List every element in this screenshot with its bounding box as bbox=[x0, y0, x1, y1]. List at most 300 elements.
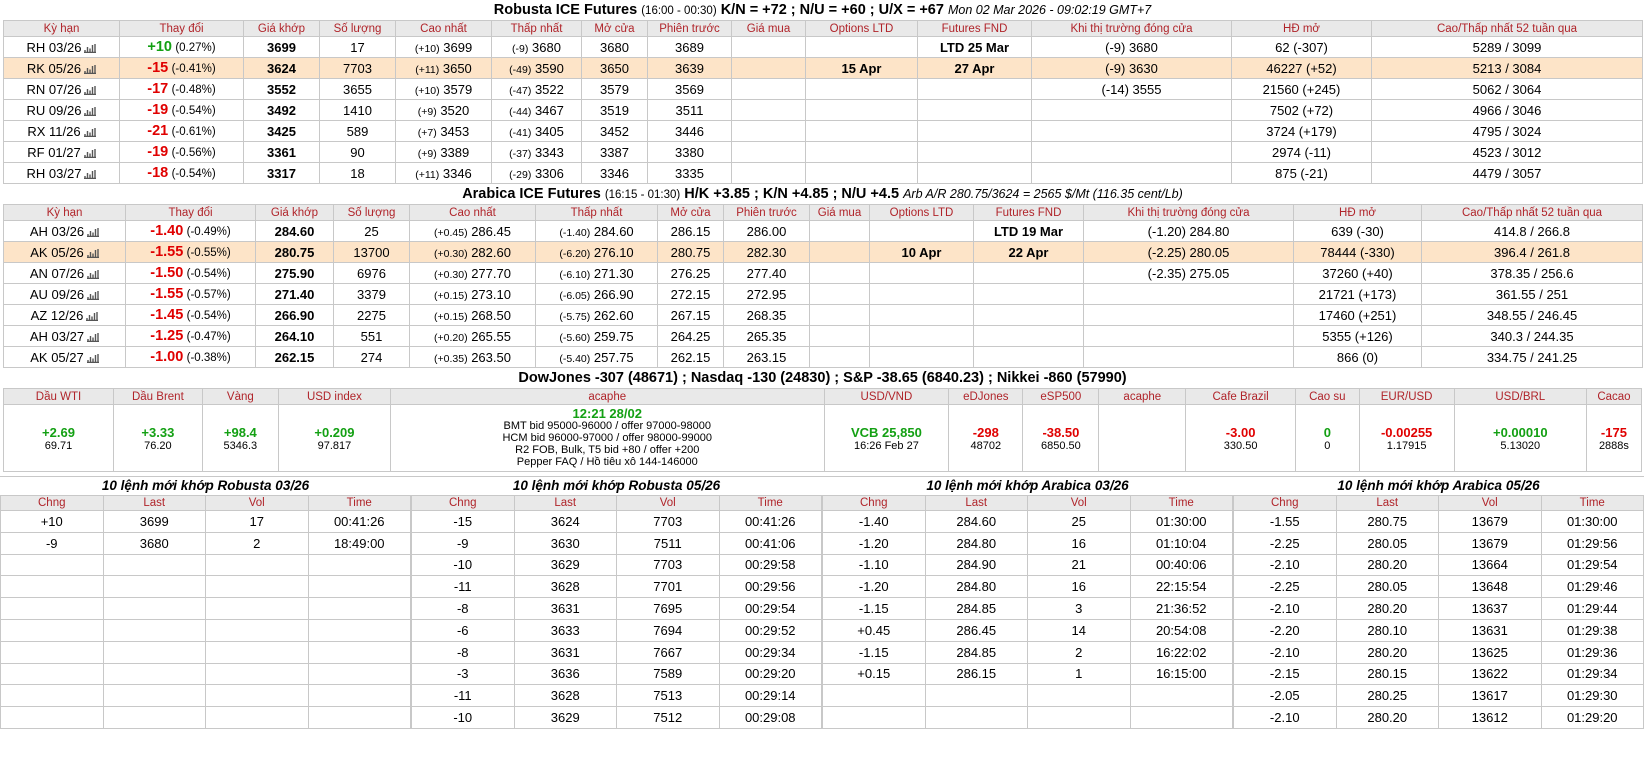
column-header: Phiên trước bbox=[724, 205, 810, 221]
high-price: 263.50 bbox=[471, 349, 511, 365]
trade-time bbox=[308, 554, 411, 576]
contract-symbol-cell[interactable] bbox=[4, 58, 120, 79]
low-price: 3405 bbox=[534, 123, 564, 139]
contract-row[interactable] bbox=[4, 79, 1643, 100]
wti-change: +2.69 bbox=[42, 424, 75, 440]
contract-symbol[interactable]: RH 03/27 bbox=[26, 165, 82, 181]
bid-price bbox=[732, 100, 806, 121]
low-cell bbox=[492, 163, 582, 184]
contract-symbol[interactable]: RH 03/26 bbox=[26, 39, 82, 55]
trade-last: 3633 bbox=[514, 619, 617, 641]
contract-symbol-cell[interactable] bbox=[4, 221, 126, 242]
recent-trades-panel bbox=[822, 476, 1233, 729]
trade-last bbox=[103, 707, 206, 729]
low-cell bbox=[536, 221, 658, 242]
change-value: -1.00 bbox=[150, 349, 184, 365]
contract-symbol[interactable]: AH 03/26 bbox=[29, 223, 85, 239]
open-price: 3346 bbox=[582, 163, 648, 184]
options-ltd bbox=[870, 326, 974, 347]
chart-icon[interactable] bbox=[84, 85, 96, 95]
contract-row[interactable] bbox=[4, 242, 1643, 263]
recent-trades-table bbox=[411, 495, 822, 729]
change-cell bbox=[120, 142, 244, 163]
trade-row bbox=[412, 663, 822, 685]
open-price: 3650 bbox=[582, 58, 648, 79]
week52-high-low: 361.55 / 251 bbox=[1422, 284, 1643, 305]
contract-row[interactable] bbox=[4, 142, 1643, 163]
gold-change: +98.4 bbox=[223, 424, 257, 440]
column-header: Options LTD bbox=[806, 21, 918, 37]
options-ltd: 10 Apr bbox=[870, 242, 974, 263]
contract-symbol[interactable]: AK 05/26 bbox=[30, 244, 84, 260]
trade-change: -2.10 bbox=[1234, 554, 1337, 576]
options-ltd: 15 Apr bbox=[806, 58, 918, 79]
recent-trades-table bbox=[0, 495, 411, 729]
open-interest: 5355 (+126) bbox=[1294, 326, 1422, 347]
options-ltd bbox=[806, 163, 918, 184]
bid-price bbox=[732, 163, 806, 184]
contract-symbol-cell[interactable] bbox=[4, 326, 126, 347]
low-cell bbox=[492, 142, 582, 163]
market-header: acaphe bbox=[1099, 389, 1186, 405]
trade-volume bbox=[206, 641, 309, 663]
trade-change: +10 bbox=[1, 511, 104, 533]
contract-symbol-cell[interactable] bbox=[4, 284, 126, 305]
trade-change bbox=[823, 685, 926, 707]
high-delta: (+0.35) bbox=[434, 352, 468, 365]
change-percent: (-0.57%) bbox=[186, 289, 231, 301]
futures-fnd: LTD 25 Mar bbox=[918, 37, 1032, 58]
trade-change bbox=[1, 576, 104, 598]
contract-symbol-cell[interactable] bbox=[4, 163, 120, 184]
cocoa-change: -175 bbox=[1600, 424, 1627, 440]
trade-time bbox=[308, 641, 411, 663]
futures-fnd bbox=[918, 121, 1032, 142]
brent-cell bbox=[113, 405, 202, 472]
contract-symbol[interactable]: RX 11/26 bbox=[27, 123, 81, 139]
bid-price bbox=[732, 121, 806, 142]
contract-symbol[interactable]: AZ 12/26 bbox=[30, 307, 84, 323]
change-cell bbox=[120, 163, 244, 184]
trade-change: -2.15 bbox=[1234, 663, 1337, 685]
trade-row bbox=[1, 576, 411, 598]
open-interest: 7502 (+72) bbox=[1232, 100, 1372, 121]
contract-row[interactable] bbox=[4, 58, 1643, 79]
robusta-timestamp: Mon 02 Mar 2026 - 09:02:19 GMT+7 bbox=[947, 3, 1152, 17]
chart-icon[interactable] bbox=[86, 311, 98, 321]
contract-row[interactable] bbox=[4, 37, 1643, 58]
trade-change: -2.25 bbox=[1234, 576, 1337, 598]
arabica-title-bar bbox=[0, 184, 1645, 204]
trade-last: 3631 bbox=[514, 641, 617, 663]
trade-row bbox=[1234, 576, 1644, 598]
chart-icon[interactable] bbox=[87, 332, 99, 342]
eur-usd-value: 1.17915 bbox=[1386, 439, 1427, 452]
high-price: 277.70 bbox=[471, 265, 511, 281]
trade-row bbox=[823, 554, 1233, 576]
contract-symbol[interactable]: AU 09/26 bbox=[29, 286, 85, 302]
last-price: 3552 bbox=[244, 79, 320, 100]
trade-last: 286.15 bbox=[925, 663, 1028, 685]
week52-high-low: 4523 / 3012 bbox=[1372, 142, 1643, 163]
high-delta: (+10) bbox=[414, 84, 440, 97]
previous-close: 3511 bbox=[648, 100, 732, 121]
trade-volume: 7695 bbox=[617, 598, 720, 620]
low-price: 3590 bbox=[534, 60, 564, 76]
arabica-header-row bbox=[4, 205, 1643, 221]
change-percent: (-0.49%) bbox=[186, 226, 231, 238]
week52-high-low: 5062 / 3064 bbox=[1372, 79, 1643, 100]
trade-last: 280.05 bbox=[1336, 576, 1439, 598]
trade-time: 00:41:06 bbox=[719, 532, 822, 554]
trade-time: 00:29:34 bbox=[719, 641, 822, 663]
open-price: 272.15 bbox=[658, 284, 724, 305]
trade-time bbox=[1130, 707, 1233, 729]
trade-volume: 7703 bbox=[617, 511, 720, 533]
open-price: 276.25 bbox=[658, 263, 724, 284]
low-price: 3522 bbox=[534, 81, 564, 97]
change-percent: (-0.54%) bbox=[171, 105, 216, 117]
trade-last bbox=[925, 707, 1028, 729]
contract-symbol-cell[interactable] bbox=[4, 305, 126, 326]
trade-volume: 7694 bbox=[617, 619, 720, 641]
trade-change: -11 bbox=[412, 685, 515, 707]
usd-brl-value: 5.13020 bbox=[1500, 439, 1541, 452]
previous-close: 3569 bbox=[648, 79, 732, 100]
recent-trades-header-row bbox=[1234, 496, 1644, 511]
gold-cell bbox=[202, 405, 278, 472]
cocoa-cell bbox=[1586, 405, 1641, 472]
gold-value: 5346.3 bbox=[223, 439, 258, 452]
chart-icon[interactable] bbox=[84, 169, 96, 179]
trade-last: 280.10 bbox=[1336, 619, 1439, 641]
open-price: 3579 bbox=[582, 79, 648, 100]
contract-symbol[interactable]: AN 07/26 bbox=[29, 265, 85, 281]
arabica-title: Arabica ICE Futures bbox=[462, 186, 601, 202]
options-ltd bbox=[870, 347, 974, 368]
high-delta: (+0.20) bbox=[434, 331, 468, 344]
trade-change bbox=[1, 707, 104, 729]
usd-brl-change: +0.00010 bbox=[1492, 424, 1548, 440]
trade-row bbox=[412, 511, 822, 533]
low-cell bbox=[536, 263, 658, 284]
edjones-change: -298 bbox=[972, 424, 999, 440]
trade-last: 3629 bbox=[514, 554, 617, 576]
week52-high-low: 5289 / 3099 bbox=[1372, 37, 1643, 58]
trade-change: -1.40 bbox=[823, 511, 926, 533]
previous-close: 277.40 bbox=[724, 263, 810, 284]
last-price: 3361 bbox=[244, 142, 320, 163]
high-cell bbox=[396, 121, 492, 142]
trade-change: -2.10 bbox=[1234, 598, 1337, 620]
column-header: Chng bbox=[412, 496, 515, 511]
market-close bbox=[1084, 284, 1294, 305]
change-percent: (0.27%) bbox=[175, 42, 216, 54]
trade-change: -2.25 bbox=[1234, 532, 1337, 554]
previous-close: 282.30 bbox=[724, 242, 810, 263]
trade-change: -9 bbox=[1, 532, 104, 554]
low-delta: (-6.20) bbox=[559, 247, 591, 260]
trade-last: 284.85 bbox=[925, 598, 1028, 620]
trade-last: 3628 bbox=[514, 685, 617, 707]
column-header: Futures FND bbox=[918, 21, 1032, 37]
low-delta: (-1.40) bbox=[559, 226, 591, 239]
trade-row bbox=[412, 532, 822, 554]
low-price: 3467 bbox=[534, 102, 564, 118]
change-value: -1.55 bbox=[150, 286, 184, 302]
market-close bbox=[1084, 326, 1294, 347]
contract-symbol-cell[interactable] bbox=[4, 347, 126, 368]
change-value: -17 bbox=[147, 81, 169, 97]
contract-row[interactable] bbox=[4, 100, 1643, 121]
futures-fnd bbox=[918, 100, 1032, 121]
high-cell bbox=[396, 58, 492, 79]
week52-high-low: 5213 / 3084 bbox=[1372, 58, 1643, 79]
bid-price bbox=[810, 263, 870, 284]
market-close bbox=[1032, 121, 1232, 142]
trade-change: -8 bbox=[412, 598, 515, 620]
contract-symbol-cell[interactable] bbox=[4, 79, 120, 100]
trade-time: 01:29:20 bbox=[1541, 707, 1644, 729]
chart-icon[interactable] bbox=[84, 64, 96, 74]
high-cell bbox=[410, 284, 536, 305]
trade-volume: 21 bbox=[1028, 554, 1131, 576]
trade-last: 3636 bbox=[514, 663, 617, 685]
trade-time: 00:41:26 bbox=[308, 511, 411, 533]
change-value: -1.45 bbox=[150, 307, 184, 323]
last-price: 284.60 bbox=[256, 221, 334, 242]
acaphe-cell bbox=[390, 405, 824, 472]
usd-vnd-value: 16:26 Feb 27 bbox=[853, 439, 919, 452]
chart-icon[interactable] bbox=[87, 353, 99, 363]
contract-symbol[interactable]: AH 03/27 bbox=[29, 328, 85, 344]
trade-row bbox=[1, 532, 411, 554]
change-cell bbox=[120, 79, 244, 100]
trade-time: 00:29:14 bbox=[719, 685, 822, 707]
contract-symbol[interactable]: RF 01/27 bbox=[27, 144, 81, 160]
trade-last: 3680 bbox=[103, 532, 206, 554]
trade-last: 284.60 bbox=[925, 511, 1028, 533]
acaphe-time: 12:21 28/02 bbox=[572, 406, 642, 421]
high-cell bbox=[410, 305, 536, 326]
rubber-cell bbox=[1296, 405, 1359, 472]
acaphe-line-4: Pepper FAQ / Hồ tiêu xô 144-146000 bbox=[516, 456, 698, 468]
contract-row[interactable] bbox=[4, 347, 1643, 368]
trade-row bbox=[823, 641, 1233, 663]
high-delta: (+7) bbox=[417, 126, 437, 139]
contract-row[interactable] bbox=[4, 263, 1643, 284]
market-close: (-2.25) 280.05 bbox=[1084, 242, 1294, 263]
contract-row[interactable] bbox=[4, 326, 1643, 347]
bid-price bbox=[732, 58, 806, 79]
trade-last: 3628 bbox=[514, 576, 617, 598]
usd-vnd-cell bbox=[824, 405, 949, 472]
options-ltd bbox=[870, 263, 974, 284]
trade-time: 00:29:20 bbox=[719, 663, 822, 685]
robusta-header-row bbox=[4, 21, 1643, 37]
change-cell bbox=[126, 347, 256, 368]
trade-row bbox=[1234, 511, 1644, 533]
trade-volume: 13664 bbox=[1439, 554, 1542, 576]
brent-value: 76.20 bbox=[144, 439, 172, 452]
recent-trades-header-row bbox=[823, 496, 1233, 511]
low-delta: (-6.10) bbox=[559, 268, 591, 281]
market-header: Vàng bbox=[202, 389, 278, 405]
contract-symbol-cell[interactable] bbox=[4, 242, 126, 263]
recent-trades-title: 10 lệnh mới khớp Arabica 03/26 bbox=[822, 476, 1233, 495]
chart-icon[interactable] bbox=[87, 269, 99, 279]
chart-icon[interactable] bbox=[87, 248, 99, 258]
trade-volume: 7701 bbox=[617, 576, 720, 598]
trade-change: -1.15 bbox=[823, 641, 926, 663]
column-header: Chng bbox=[1234, 496, 1337, 511]
trade-last bbox=[103, 641, 206, 663]
futures-fnd: LTD 19 Mar bbox=[974, 221, 1084, 242]
market-header: USD/VND bbox=[824, 389, 949, 405]
trade-time: 00:29:52 bbox=[719, 619, 822, 641]
trade-change bbox=[1, 663, 104, 685]
trade-time: 00:40:06 bbox=[1130, 554, 1233, 576]
trade-volume bbox=[206, 554, 309, 576]
trade-row bbox=[1, 685, 411, 707]
contract-symbol[interactable]: RU 09/26 bbox=[26, 102, 82, 118]
high-delta: (+9) bbox=[417, 105, 437, 118]
column-header: Time bbox=[1130, 496, 1233, 511]
chart-icon[interactable] bbox=[84, 106, 96, 116]
volume: 3655 bbox=[320, 79, 396, 100]
column-header: Futures FND bbox=[974, 205, 1084, 221]
contract-symbol[interactable]: RN 07/26 bbox=[26, 81, 82, 97]
trade-volume bbox=[206, 685, 309, 707]
trade-last: 284.90 bbox=[925, 554, 1028, 576]
trade-volume: 1 bbox=[1028, 663, 1131, 685]
change-cell bbox=[126, 242, 256, 263]
previous-close: 3689 bbox=[648, 37, 732, 58]
arabica-arb: Arb A/R 280.75/3624 = 2565 $/Mt (116.35 cent/Lb) bbox=[903, 187, 1183, 201]
low-delta: (-29) bbox=[509, 168, 532, 181]
column-header: Giá khớp bbox=[256, 205, 334, 221]
chart-icon[interactable] bbox=[87, 290, 99, 300]
change-value: -19 bbox=[147, 102, 169, 118]
futures-fnd bbox=[918, 142, 1032, 163]
high-cell bbox=[396, 37, 492, 58]
low-price: 3306 bbox=[534, 165, 564, 181]
high-price: 3650 bbox=[442, 60, 472, 76]
usd-vnd-change: VCB 25,850 bbox=[851, 424, 922, 440]
open-interest: 37260 (+40) bbox=[1294, 263, 1422, 284]
rubber-value: 0 bbox=[1324, 439, 1331, 452]
contract-row[interactable] bbox=[4, 121, 1643, 142]
chart-icon[interactable] bbox=[84, 148, 96, 158]
trade-volume: 14 bbox=[1028, 619, 1131, 641]
contract-row[interactable] bbox=[4, 163, 1643, 184]
column-header: Mở cửa bbox=[582, 21, 648, 37]
trade-volume: 7667 bbox=[617, 641, 720, 663]
column-header: Giá mua bbox=[732, 21, 806, 37]
trade-last: 284.80 bbox=[925, 532, 1028, 554]
change-percent: (-0.54%) bbox=[186, 268, 231, 280]
week52-high-low: 340.3 / 244.35 bbox=[1422, 326, 1643, 347]
trade-row bbox=[1, 663, 411, 685]
previous-close: 263.15 bbox=[724, 347, 810, 368]
trade-volume bbox=[206, 576, 309, 598]
week52-high-low: 4479 / 3057 bbox=[1372, 163, 1643, 184]
trade-time: 01:29:30 bbox=[1541, 685, 1644, 707]
market-header: eDJones bbox=[949, 389, 1023, 405]
contract-symbol-cell[interactable] bbox=[4, 142, 120, 163]
chart-icon[interactable] bbox=[87, 227, 99, 237]
market-header: Dầu Brent bbox=[113, 389, 202, 405]
open-interest: 2974 (-11) bbox=[1232, 142, 1372, 163]
trade-time bbox=[308, 576, 411, 598]
bid-price bbox=[810, 242, 870, 263]
trade-last: 3624 bbox=[514, 511, 617, 533]
column-header: Thay đổi bbox=[126, 205, 256, 221]
trade-last: 3630 bbox=[514, 532, 617, 554]
trade-row bbox=[412, 576, 822, 598]
last-price: 266.90 bbox=[256, 305, 334, 326]
change-cell bbox=[126, 284, 256, 305]
brent-change: +3.33 bbox=[141, 424, 175, 440]
contract-symbol-cell[interactable] bbox=[4, 37, 120, 58]
market-header: acaphe bbox=[390, 389, 824, 405]
esp500-value: 6850.50 bbox=[1040, 439, 1081, 452]
change-value: -1.25 bbox=[150, 328, 184, 344]
trade-last: 280.20 bbox=[1336, 641, 1439, 663]
contract-row[interactable] bbox=[4, 284, 1643, 305]
change-percent: (-0.55%) bbox=[186, 247, 231, 259]
contract-symbol[interactable]: AK 05/27 bbox=[30, 349, 84, 365]
change-percent: (-0.38%) bbox=[186, 352, 231, 364]
low-price: 266.90 bbox=[593, 286, 634, 302]
open-interest: 62 (-307) bbox=[1232, 37, 1372, 58]
trade-change: -8 bbox=[412, 641, 515, 663]
chart-icon[interactable] bbox=[84, 43, 96, 53]
chart-icon[interactable] bbox=[84, 127, 96, 137]
contract-symbol-cell[interactable] bbox=[4, 100, 120, 121]
trade-last: 284.85 bbox=[925, 641, 1028, 663]
options-ltd bbox=[870, 284, 974, 305]
contract-row[interactable] bbox=[4, 221, 1643, 242]
trade-change: -3 bbox=[412, 663, 515, 685]
trade-last: 280.20 bbox=[1336, 707, 1439, 729]
trade-change: -1.55 bbox=[1234, 511, 1337, 533]
futures-fnd: 27 Apr bbox=[918, 58, 1032, 79]
trade-last bbox=[103, 685, 206, 707]
column-header: Mở cửa bbox=[658, 205, 724, 221]
column-header: Chng bbox=[823, 496, 926, 511]
trade-volume: 13679 bbox=[1439, 532, 1542, 554]
low-price: 3343 bbox=[534, 144, 564, 160]
contract-symbol-cell[interactable] bbox=[4, 121, 120, 142]
high-delta: (+0.45) bbox=[434, 226, 468, 239]
open-price: 262.15 bbox=[658, 347, 724, 368]
high-price: 3346 bbox=[442, 165, 472, 181]
contract-symbol[interactable]: RK 05/26 bbox=[26, 60, 82, 76]
trade-change: +0.15 bbox=[823, 663, 926, 685]
bid-price bbox=[810, 221, 870, 242]
change-percent: (-0.61%) bbox=[171, 126, 216, 138]
change-value: +10 bbox=[147, 39, 172, 55]
trade-time: 01:29:46 bbox=[1541, 576, 1644, 598]
market-close: (-14) 3555 bbox=[1032, 79, 1232, 100]
last-price: 262.15 bbox=[256, 347, 334, 368]
contract-symbol-cell[interactable] bbox=[4, 263, 126, 284]
recent-trades-section bbox=[0, 476, 1645, 729]
market-close: (-2.35) 275.05 bbox=[1084, 263, 1294, 284]
high-cell bbox=[410, 221, 536, 242]
contract-row[interactable] bbox=[4, 305, 1643, 326]
